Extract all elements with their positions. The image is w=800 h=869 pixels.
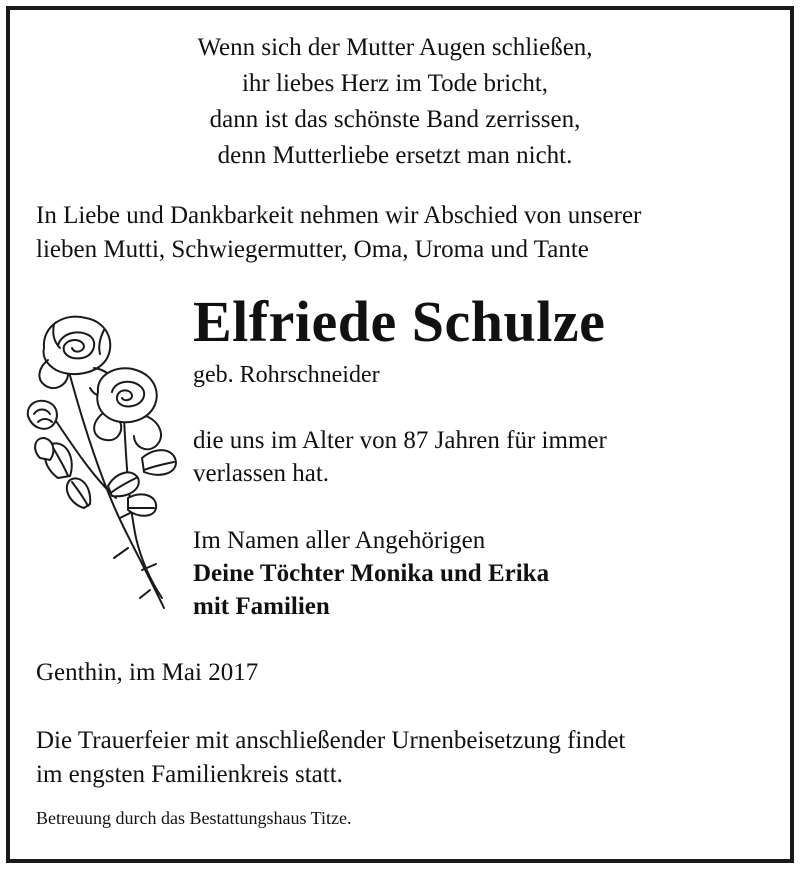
poem-line: dann ist das schönste Band zerrissen, (209, 106, 581, 133)
mourners-line: Deine Töchter Monika und Erika (193, 560, 550, 587)
poem-line: Wenn sich der Mutter Augen schließen, (197, 34, 593, 61)
intro-line: lieben Mutti, Schwiegermutter, Oma, Uroma und Tante (36, 236, 589, 263)
undertaker-note: Betreuung durch das Bestattungshaus Titze. (36, 808, 352, 828)
funeral-line: im engsten Familienkreis statt. (36, 761, 343, 788)
mourners-line: mit Familien (193, 593, 330, 620)
birth-name: geb. Rohrschneider (193, 362, 380, 388)
roses-icon (24, 308, 180, 618)
place-date: Genthin, im Mai 2017 (36, 659, 259, 686)
funeral-line: Die Trauerfeier mit anschließender Urnenbeisetzung findet (36, 727, 626, 754)
poem-line: ihr liebes Herz im Tode bricht, (241, 70, 549, 97)
funeral-notice (36, 724, 625, 792)
intro-line: In Liebe und Dankbarkeit nehmen wir Abschied von unserer (36, 202, 642, 229)
poem-line: denn Mutterliebe ersetzt man nicht. (217, 142, 573, 169)
age-line: verlassen hat. (193, 460, 330, 487)
memorial-poem (0, 30, 790, 174)
deceased-name: Elfriede Schulze (193, 289, 606, 354)
farewell-intro (36, 199, 786, 267)
mourners-block (193, 524, 549, 623)
age-line: die uns im Alter von 87 Jahren für immer (193, 427, 607, 454)
age-statement (193, 424, 607, 490)
mourners-intro: Im Namen aller Angehörigen (193, 527, 486, 554)
